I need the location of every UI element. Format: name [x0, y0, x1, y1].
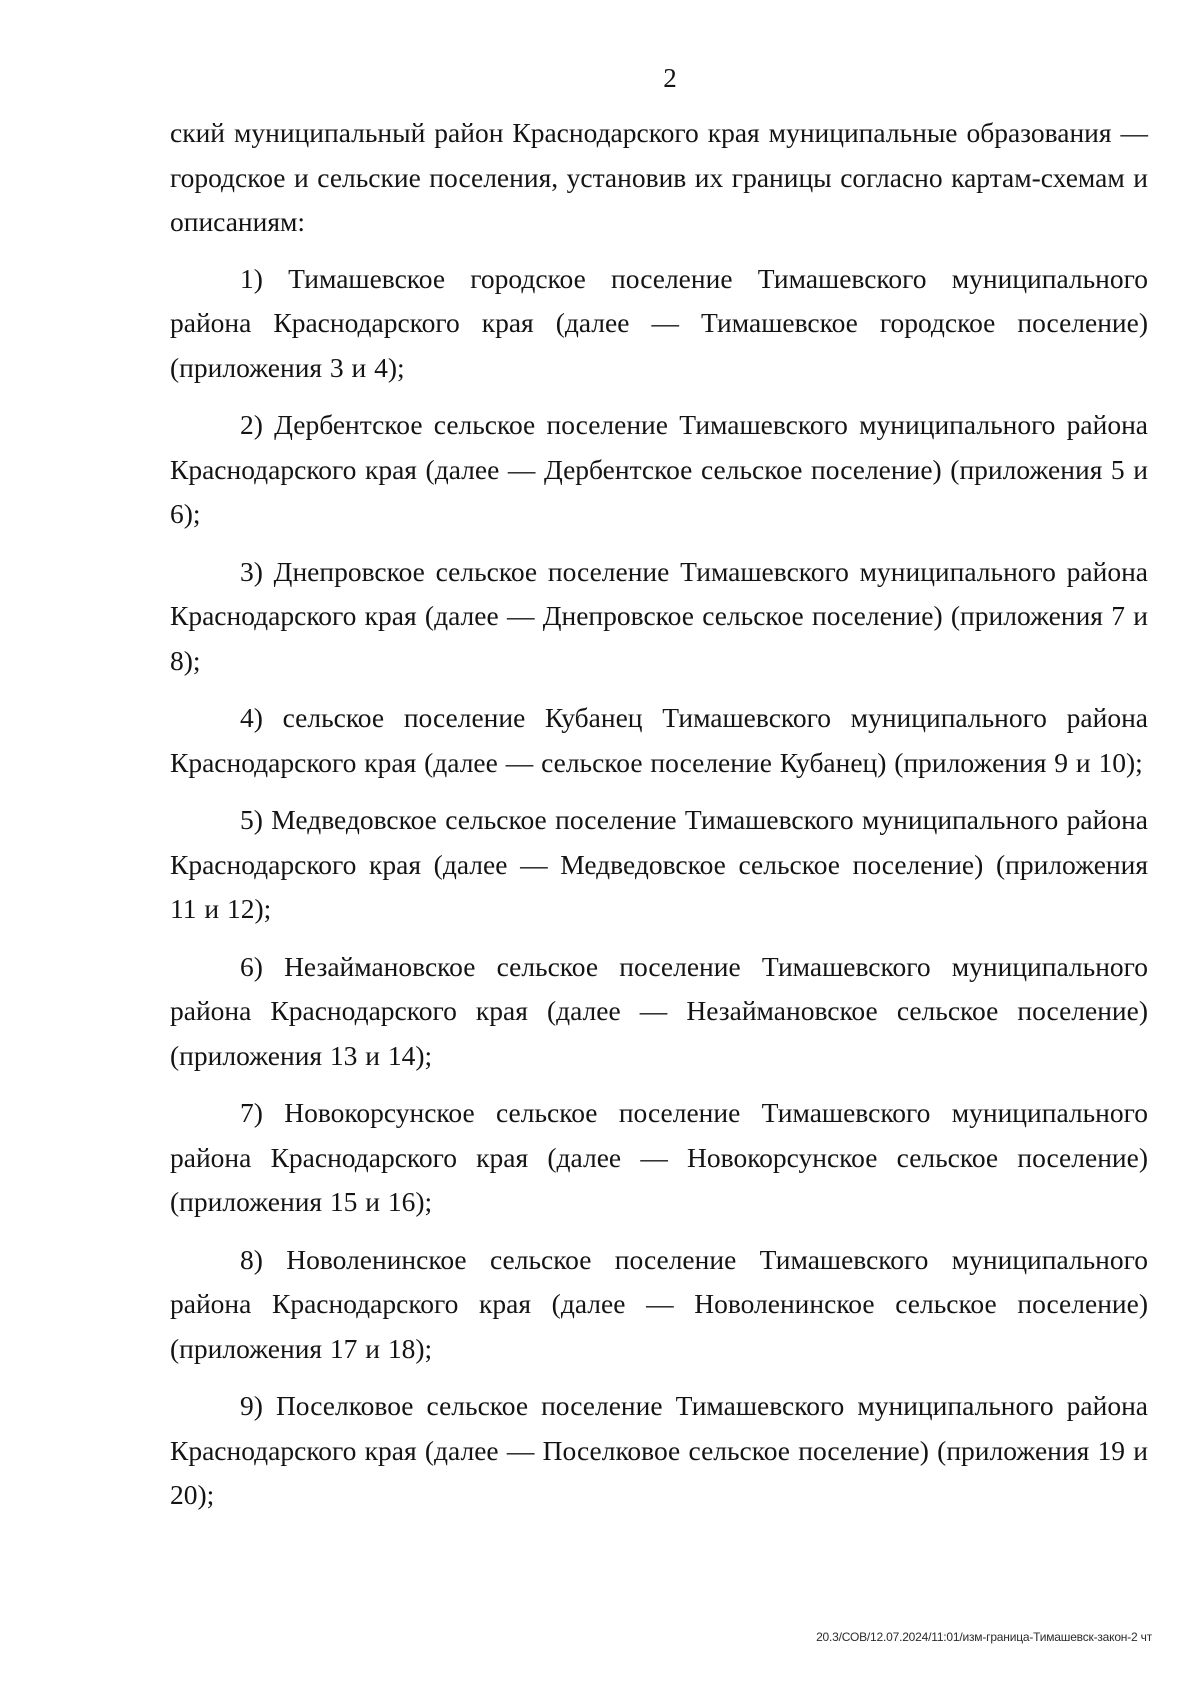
list-item: 2) Дербентское сельское поселение Тимашевского муниципального района Краснодарского края (далее — Дербентское сельское поселение) (приложения 5 и 6); [170, 409, 1148, 529]
list-item: 1) Тимашевское городское поселение Тимашевского муниципального района Краснодарского края (далее — Тимашевское городское поселение) (приложения 3 и 4); [170, 262, 1148, 383]
list-item: 5) Медведовское сельское поселение Тимашевского муниципального района Краснодарского края (далее — Медведовское сельское поселение) (приложения 11 и 12); [170, 804, 1148, 924]
list-item: 9) Поселковое сельское поселение Тимашевского муниципального района Краснодарского края (далее — Поселковое сельское поселение) (приложения 19 и 20); [170, 1390, 1148, 1510]
list-item: 4) сельское поселение Кубанец Тимашевского муниципального района Краснодарского края (далее — сельское поселение Кубанец) (приложения 9 и 10); [170, 702, 1148, 778]
list-item: 6) Незаймановское сельское поселение Тимашевского муниципального района Краснодарского края (далее — Незаймановское сельское поселение) (приложения 13 и 14); [170, 950, 1148, 1071]
list-item: 3) Днепровское сельское поселение Тимашевского муниципального района Краснодарского края (далее — Днепровское сельское поселение) (приложения 7 и 8); [170, 555, 1148, 676]
list-item: 8) Новоленинское сельское поселение Тимашевского муниципального района Краснодарского края (далее — Новоленинское сельское поселение) (приложения 17 и 18); [170, 1243, 1148, 1364]
footer-stamp: 20.3/СОВ/12.07.2024/11:01/изм-граница-Тимашевск-закон-2 чт [816, 1630, 1152, 1644]
list-item: 7) Новокорсунское сельское поселение Тимашевского муниципального района Краснодарского края (далее — Новокорсунское сельское поселение) (приложения 15 и 16); [170, 1097, 1148, 1217]
page-number: 2 [663, 63, 677, 93]
intro-paragraph: ский муниципальный район Краснодарского края муниципальные образования — городское и сельские поселения, установив их границы согласно картам-схемам и описаниям: [170, 117, 1148, 237]
document-body [170, 111, 1148, 1531]
